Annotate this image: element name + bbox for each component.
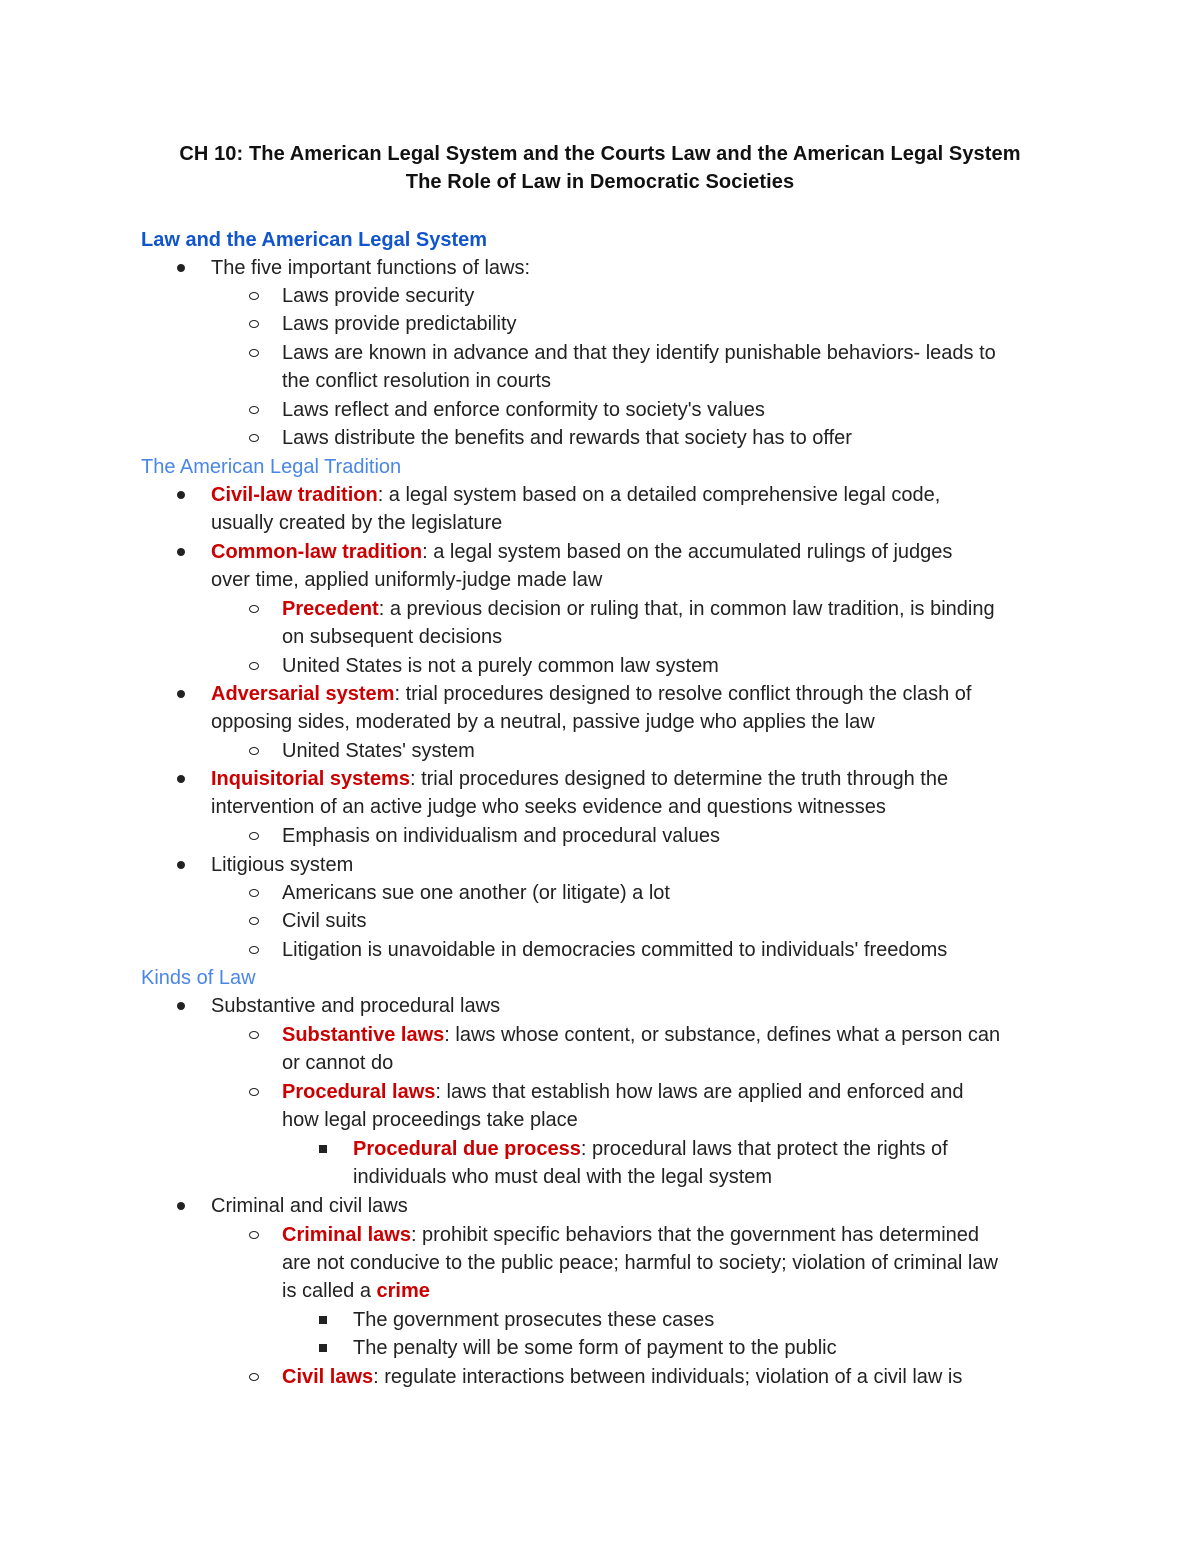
bullet-circle-icon (249, 292, 259, 300)
document-subtitle: The Role of Law in Democratic Societies (405, 171, 795, 193)
document-title: CH 10: The American Legal System and the Courts Law and the American Legal System (179, 143, 1021, 165)
section-heading-law-american-legal-system: Law and the American Legal System (141, 229, 488, 251)
term-crime: crime (376, 1280, 430, 1302)
list-item: Precedent: a previous decision or ruling that, in common law tradition, is binding (282, 598, 995, 620)
list-item-continuation: how legal proceedings take place (282, 1109, 578, 1131)
term-civil-laws: Civil laws (282, 1366, 374, 1388)
list-item: The five important functions of laws: (211, 257, 531, 279)
bullet-circle-icon (249, 1373, 259, 1381)
bullet-dot-icon (177, 775, 185, 783)
list-item-continuation: over time, applied uniformly-judge made law (211, 569, 603, 591)
bullet-circle-icon (249, 349, 259, 357)
list-item-continuation: are not conducive to the public peace; harmful to society; violation of criminal law (282, 1252, 998, 1274)
list-item-continuation: on subsequent decisions (282, 626, 503, 648)
list-item-continuation: opposing sides, moderated by a neutral, passive judge who applies the law (211, 711, 875, 733)
list-item: The government prosecutes these cases (353, 1309, 715, 1331)
list-item: Civil laws: regulate interactions between individuals; violation of a civil law is (282, 1366, 963, 1388)
list-item: Laws are known in advance and that they identify punishable behaviors- leads to (282, 342, 996, 364)
bullet-square-icon (319, 1316, 327, 1324)
list-item: Inquisitorial systems: trial procedures designed to determine the truth through the (211, 768, 949, 790)
bullet-circle-icon (249, 434, 259, 442)
bullet-circle-icon (249, 1088, 259, 1096)
bullet-circle-icon (249, 662, 259, 670)
list-item: The penalty will be some form of payment to the public (353, 1337, 837, 1359)
bullet-circle-icon (249, 747, 259, 755)
list-item: Laws provide predictability (282, 313, 517, 335)
list-item-continuation: the conflict resolution in courts (282, 370, 552, 392)
term-procedural-laws: Procedural laws (282, 1081, 436, 1103)
bullet-circle-icon (249, 605, 259, 613)
bullet-dot-icon (177, 690, 185, 698)
list-item: Americans sue one another (or litigate) a lot (282, 882, 670, 904)
bullet-circle-icon (249, 1031, 259, 1039)
list-item-continuation: or cannot do (282, 1052, 394, 1074)
list-item: Emphasis on individualism and procedural values (282, 825, 721, 847)
list-item-continuation: is called a crime (282, 1280, 430, 1302)
bullet-circle-icon (249, 832, 259, 840)
list-item: Laws reflect and enforce conformity to society's values (282, 399, 765, 421)
term-procedural-due-process: Procedural due process (353, 1138, 581, 1160)
term-substantive-laws: Substantive laws (282, 1024, 445, 1046)
section-heading-kinds-of-law: Kinds of Law (141, 967, 256, 989)
bullet-dot-icon (177, 264, 185, 272)
bullet-square-icon (319, 1344, 327, 1352)
term-civil-law-tradition: Civil-law tradition (211, 484, 378, 506)
list-item-continuation: intervention of an active judge who seeks evidence and questions witnesses (211, 796, 886, 818)
list-item: United States is not a purely common law system (282, 655, 719, 677)
bullet-circle-icon (249, 1231, 259, 1239)
list-item: Litigation is unavoidable in democracies committed to individuals' freedoms (282, 939, 948, 961)
list-item: Procedural laws: laws that establish how laws are applied and enforced and (282, 1081, 964, 1103)
bullet-dot-icon (177, 1202, 185, 1210)
bullet-circle-icon (249, 946, 259, 954)
list-item: Litigious system (211, 854, 354, 876)
list-item-continuation: individuals who must deal with the legal system (353, 1166, 773, 1188)
bullet-dot-icon (177, 491, 185, 499)
bullet-circle-icon (249, 917, 259, 925)
bullet-square-icon (319, 1145, 327, 1153)
list-item: Civil suits (282, 910, 367, 932)
bullet-dot-icon (177, 548, 185, 556)
list-item: Substantive laws: laws whose content, or substance, defines what a person can (282, 1024, 1001, 1046)
list-item: Substantive and procedural laws (211, 995, 501, 1017)
term-adversarial-system: Adversarial system (211, 683, 395, 705)
bullet-dot-icon (177, 861, 185, 869)
list-item: Adversarial system: trial procedures designed to resolve conflict through the clash of (211, 683, 972, 705)
section-heading-american-legal-tradition: The American Legal Tradition (141, 456, 402, 478)
bullet-circle-icon (249, 889, 259, 897)
term-precedent: Precedent (282, 598, 379, 620)
list-item: Common-law tradition: a legal system based on the accumulated rulings of judges (211, 541, 953, 563)
bullet-circle-icon (249, 406, 259, 414)
term-inquisitorial-systems: Inquisitorial systems (211, 768, 410, 790)
list-item: Laws distribute the benefits and rewards that society has to offer (282, 427, 852, 449)
list-item: Laws provide security (282, 285, 475, 307)
bullet-circle-icon (249, 320, 259, 328)
bullet-dot-icon (177, 1002, 185, 1010)
list-item: United States' system (282, 740, 475, 762)
list-item: Criminal laws: prohibit specific behaviors that the government has determined (282, 1224, 980, 1246)
list-item-continuation: usually created by the legislature (211, 512, 503, 534)
list-item: Procedural due process: procedural laws that protect the rights of (353, 1138, 948, 1160)
list-item: Criminal and civil laws (211, 1195, 408, 1217)
term-criminal-laws: Criminal laws (282, 1224, 411, 1246)
list-item: Civil-law tradition: a legal system based on a detailed comprehensive legal code, (211, 484, 941, 506)
term-common-law-tradition: Common-law tradition (211, 541, 423, 563)
